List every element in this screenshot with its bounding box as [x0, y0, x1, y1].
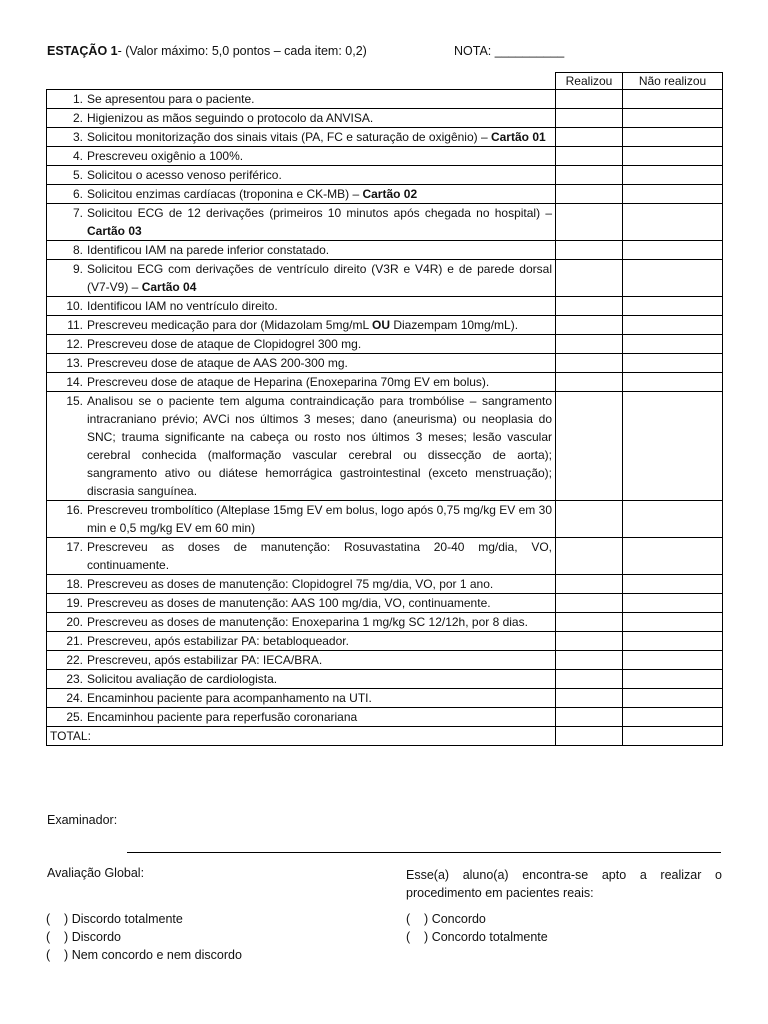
item-number: 15.	[66, 394, 83, 408]
table-header-row	[47, 73, 723, 90]
realizou-checkbox-cell[interactable]	[556, 632, 623, 651]
checklist-row	[47, 501, 723, 538]
realizou-column-header: Realizou	[556, 73, 623, 90]
global-evaluation-label: Avaliação Global:	[47, 866, 145, 880]
nao-realizou-column-header: Não realizou	[623, 73, 723, 90]
checklist-item	[47, 185, 556, 204]
station-scoring: - (Valor máximo: 5,0 pontos – cada item: 0,2)	[117, 44, 367, 58]
option-discordo[interactable]: ( ) Discordo	[46, 930, 122, 944]
total-row	[47, 727, 723, 746]
nao-realizou-checkbox-cell[interactable]	[623, 166, 723, 185]
apt-question: Esse(a) aluno(a) encontra-se apto a realizar o procedimento em pacientes reais:	[406, 868, 722, 900]
checklist-item	[47, 708, 556, 727]
item-description: Prescreveu trombolítico (Alteplase 15mg EV em bolus, logo após 0,75 mg/kg EV em 30 min e 0,5 mg/kg EV em 60 min)	[87, 503, 552, 535]
nao-realizou-checkbox-cell[interactable]	[623, 297, 723, 316]
option-nem-concordo-nem-discordo[interactable]: ( ) Nem concordo e nem discordo	[46, 948, 242, 962]
realizou-checkbox-cell[interactable]	[556, 613, 623, 632]
checklist-row	[47, 241, 723, 260]
nao-realizou-checkbox-cell[interactable]	[623, 90, 723, 109]
checklist-item	[47, 354, 556, 373]
checklist-row	[47, 109, 723, 128]
checklist-row	[47, 373, 723, 392]
item-description: Prescreveu oxigênio a 100%.	[87, 149, 244, 163]
realizou-checkbox-cell[interactable]	[556, 335, 623, 354]
checklist-item	[47, 575, 556, 594]
item-description: Prescreveu, após estabilizar PA: IECA/BRA.	[87, 653, 323, 667]
checklist-row	[47, 392, 723, 501]
checklist-row	[47, 651, 723, 670]
checklist-row	[47, 128, 723, 147]
checklist-item	[47, 90, 556, 109]
examiner-label: Examinador:	[47, 813, 118, 827]
item-number: 7.	[72, 206, 83, 220]
realizou-checkbox-cell[interactable]	[556, 651, 623, 670]
item-text	[87, 613, 552, 631]
item-description: Solicitou monitorização dos sinais vitais (PA, FC e saturação de oxigênio) –	[87, 130, 491, 144]
item-number: 4.	[72, 149, 83, 163]
station-title: ESTAÇÃO 1	[47, 44, 118, 58]
item-text	[87, 185, 552, 203]
checklist-item	[47, 632, 556, 651]
item-number: 14.	[66, 375, 83, 389]
realizou-checkbox-cell[interactable]	[556, 241, 623, 260]
checklist-item	[47, 538, 556, 575]
checklist-item	[47, 128, 556, 147]
item-text	[87, 594, 552, 612]
item-description: Prescreveu as doses de manutenção: AAS 100 mg/dia, VO, continuamente.	[87, 596, 491, 610]
checklist-item	[47, 166, 556, 185]
item-description: Analisou se o paciente tem alguma contraindicação para trombólise – sangramento intracraniano prévio; AVCi nos últimos 3 meses; dano (aneurisma) ou neoplasia do SNC; trauma significante na cabeça ou rosto nos últimos 3 meses; lesão vascular cerebral conhecida (malformação vascular cerebral ou dissecção de aorta); sangramento ativo ou diátese hemorrágica gastrointestinal (exceto menstruação); discrasia sanguínea.	[87, 394, 552, 498]
realizou-checkbox-cell[interactable]	[556, 708, 623, 727]
item-column-header	[47, 73, 556, 90]
realizou-checkbox-cell[interactable]	[556, 538, 623, 575]
item-text	[87, 501, 552, 537]
nao-realizou-checkbox-cell[interactable]	[623, 670, 723, 689]
item-description: Prescreveu dose de ataque de Clopidogrel 300 mg.	[87, 337, 362, 351]
item-number: 11.	[67, 318, 83, 332]
realizou-checkbox-cell[interactable]	[556, 90, 623, 109]
global-evaluation-options	[46, 910, 242, 964]
item-description: Prescreveu as doses de manutenção: Rosuvastatina 20-40 mg/dia, VO, continuamente.	[87, 540, 552, 572]
item-bold-text: Cartão 01	[490, 130, 546, 144]
item-number: 22.	[66, 653, 83, 667]
item-text	[87, 147, 552, 165]
realizou-checkbox-cell[interactable]	[556, 373, 623, 392]
item-number: 3.	[72, 130, 83, 144]
nao-realizou-checkbox-cell[interactable]	[623, 241, 723, 260]
item-text	[87, 241, 552, 259]
item-text	[87, 335, 552, 353]
realizou-checkbox-cell[interactable]	[556, 297, 623, 316]
checklist-item	[47, 297, 556, 316]
realizou-checkbox-cell[interactable]	[556, 316, 623, 335]
item-number: 8.	[72, 243, 83, 257]
item-description: Prescreveu as doses de manutenção: Clopidogrel 75 mg/dia, VO, por 1 ano.	[87, 577, 494, 591]
nao-realizou-checkbox-cell[interactable]	[623, 147, 723, 166]
realizou-checkbox-cell[interactable]	[556, 128, 623, 147]
item-number: 1.	[72, 92, 83, 106]
checklist-item	[47, 241, 556, 260]
checklist-item	[47, 204, 556, 241]
item-description: Solicitou ECG de 12 derivações (primeiros 10 minutos após chegada no hospital) –	[87, 206, 552, 220]
item-text	[87, 316, 552, 334]
checklist-item	[47, 689, 556, 708]
station-header	[47, 44, 727, 58]
checklist-row	[47, 260, 723, 297]
nao-realizou-checkbox-cell[interactable]	[623, 109, 723, 128]
item-description: Identificou IAM no ventrículo direito.	[87, 299, 278, 313]
item-text	[87, 297, 552, 315]
nao-realizou-checkbox-cell[interactable]	[623, 335, 723, 354]
item-bold-text: Cartão 03	[87, 224, 142, 238]
checklist-row	[47, 670, 723, 689]
checklist-row	[47, 594, 723, 613]
item-description: Higienizou as mãos seguindo o protocolo da ANVISA.	[87, 111, 374, 125]
examiner-signature-line[interactable]	[127, 852, 721, 853]
option-discordo-totalmente[interactable]: ( ) Discordo totalmente	[46, 912, 183, 926]
nao-realizou-checkbox-cell[interactable]	[623, 538, 723, 575]
checklist-row	[47, 147, 723, 166]
item-text	[87, 651, 552, 669]
realizou-checkbox-cell[interactable]	[556, 594, 623, 613]
item-text	[87, 354, 552, 372]
nao-realizou-checkbox-cell[interactable]	[623, 708, 723, 727]
nao-realizou-checkbox-cell[interactable]	[623, 128, 723, 147]
nao-realizou-checkbox-cell[interactable]	[623, 651, 723, 670]
item-bold-text: Cartão 02	[362, 187, 418, 201]
checklist-row	[47, 185, 723, 204]
item-description: Solicitou avaliação de cardiologista.	[87, 672, 278, 686]
item-text	[87, 689, 552, 707]
item-description: Solicitou ECG com derivações de ventrículo direito (V3R e V4R) e de parede dorsal (V7-V9) –	[87, 262, 552, 294]
item-bold-text: Cartão 04	[141, 280, 197, 294]
nao-realizou-checkbox-cell[interactable]	[623, 632, 723, 651]
nao-realizou-checkbox-cell[interactable]	[623, 689, 723, 708]
checklist-item	[47, 316, 556, 335]
item-number: 21.	[66, 634, 83, 648]
apt-options	[406, 910, 548, 946]
item-number: 17.	[66, 540, 83, 554]
checklist-row	[47, 575, 723, 594]
grade-field: NOTA: __________	[454, 44, 565, 58]
total-label: TOTAL:	[47, 727, 556, 746]
nao-realizou-checkbox-cell[interactable]	[623, 260, 723, 297]
checklist-item	[47, 373, 556, 392]
nao-realizou-checkbox-cell[interactable]	[623, 185, 723, 204]
checklist-item	[47, 670, 556, 689]
item-number: 10.	[66, 299, 83, 313]
checklist-row	[47, 316, 723, 335]
item-description: Prescreveu dose de ataque de AAS 200-300 mg.	[87, 356, 348, 370]
nao-realizou-checkbox-cell[interactable]	[623, 316, 723, 335]
item-description: Identificou IAM na parede inferior constatado.	[87, 243, 330, 257]
realizou-checkbox-cell[interactable]	[556, 260, 623, 297]
item-text	[87, 708, 552, 726]
item-text	[87, 670, 552, 688]
item-bold-text: OU	[372, 318, 391, 332]
item-description: Prescreveu, após estabilizar PA: betabloqueador.	[87, 634, 349, 648]
item-description: Solicitou o acesso venoso periférico.	[87, 168, 282, 182]
item-number: 6.	[72, 187, 83, 201]
item-number: 2.	[72, 111, 83, 125]
item-description: Prescreveu medicação para dor (Midazolam 5mg/mL	[87, 318, 373, 332]
realizou-checkbox-cell[interactable]	[556, 670, 623, 689]
realizou-checkbox-cell[interactable]	[556, 185, 623, 204]
option-concordo-totalmente[interactable]: ( ) Concordo totalmente	[406, 930, 548, 944]
checklist-row	[47, 613, 723, 632]
item-number: 23.	[66, 672, 83, 686]
realizou-checkbox-cell[interactable]	[556, 166, 623, 185]
nao-realizou-checkbox-cell[interactable]	[623, 575, 723, 594]
checklist-row	[47, 708, 723, 727]
item-description: Se apresentou para o paciente.	[87, 92, 255, 106]
nao-realizou-checkbox-cell[interactable]	[623, 594, 723, 613]
item-text	[87, 166, 552, 184]
checklist-item	[47, 147, 556, 166]
item-number: 20.	[66, 615, 83, 629]
item-text	[87, 260, 552, 296]
checklist-row	[47, 166, 723, 185]
total-realizou-cell[interactable]	[556, 727, 623, 746]
realizou-checkbox-cell[interactable]	[556, 354, 623, 373]
item-description: Prescreveu dose de ataque de Heparina (Enoxeparina 70mg EV em bolus).	[87, 375, 490, 389]
checklist-row	[47, 204, 723, 241]
checklist-row	[47, 90, 723, 109]
nao-realizou-checkbox-cell[interactable]	[623, 613, 723, 632]
checklist-item	[47, 335, 556, 354]
item-description: Encaminhou paciente para acompanhamento na UTI.	[87, 691, 372, 705]
checklist-item	[47, 651, 556, 670]
checklist-row	[47, 335, 723, 354]
realizou-checkbox-cell[interactable]	[556, 109, 623, 128]
checklist-row	[47, 689, 723, 708]
item-number: 5.	[72, 168, 83, 182]
checklist-item	[47, 594, 556, 613]
item-text	[87, 538, 552, 574]
checklist-item	[47, 613, 556, 632]
item-description: Encaminhou paciente para reperfusão coronariana	[87, 710, 358, 724]
item-text	[87, 373, 552, 391]
item-text	[87, 575, 552, 593]
realizou-checkbox-cell[interactable]	[556, 501, 623, 538]
nao-realizou-checkbox-cell[interactable]	[623, 501, 723, 538]
checklist-row	[47, 632, 723, 651]
checklist-row	[47, 354, 723, 373]
nao-realizou-checkbox-cell[interactable]	[623, 373, 723, 392]
item-text	[87, 128, 552, 146]
nao-realizou-checkbox-cell[interactable]	[623, 354, 723, 373]
item-description: Prescreveu as doses de manutenção: Enoxeparina 1 mg/kg SC 12/12h, por 8 dias.	[87, 615, 528, 629]
realizou-checkbox-cell[interactable]	[556, 204, 623, 241]
item-text	[87, 392, 552, 500]
item-number: 12.	[66, 337, 83, 351]
item-number: 16.	[66, 503, 83, 517]
checklist-table	[46, 72, 723, 746]
item-description: Solicitou enzimas cardíacas (troponina e CK-MB) –	[87, 187, 363, 201]
item-text	[87, 90, 552, 108]
realizou-checkbox-cell[interactable]	[556, 392, 623, 501]
realizou-checkbox-cell[interactable]	[556, 689, 623, 708]
item-number: 24.	[66, 691, 83, 705]
checklist-row	[47, 538, 723, 575]
item-text	[87, 204, 552, 240]
option-concordo[interactable]: ( ) Concordo	[406, 912, 486, 926]
nao-realizou-checkbox-cell[interactable]	[623, 204, 723, 241]
item-text	[87, 632, 552, 650]
item-number: 13.	[66, 356, 83, 370]
realizou-checkbox-cell[interactable]	[556, 147, 623, 166]
total-nao-realizou-cell[interactable]	[623, 727, 723, 746]
item-description-tail: Diazempam 10mg/mL).	[390, 318, 519, 332]
item-text	[87, 109, 552, 127]
item-number: 25.	[66, 710, 83, 724]
checklist-item	[47, 501, 556, 538]
item-number: 18.	[66, 577, 83, 591]
checklist-row	[47, 297, 723, 316]
item-number: 9.	[72, 262, 83, 276]
checklist-item	[47, 392, 556, 501]
checklist-item	[47, 260, 556, 297]
nao-realizou-checkbox-cell[interactable]	[623, 392, 723, 501]
checklist-item	[47, 109, 556, 128]
item-number: 19.	[66, 596, 83, 610]
realizou-checkbox-cell[interactable]	[556, 575, 623, 594]
